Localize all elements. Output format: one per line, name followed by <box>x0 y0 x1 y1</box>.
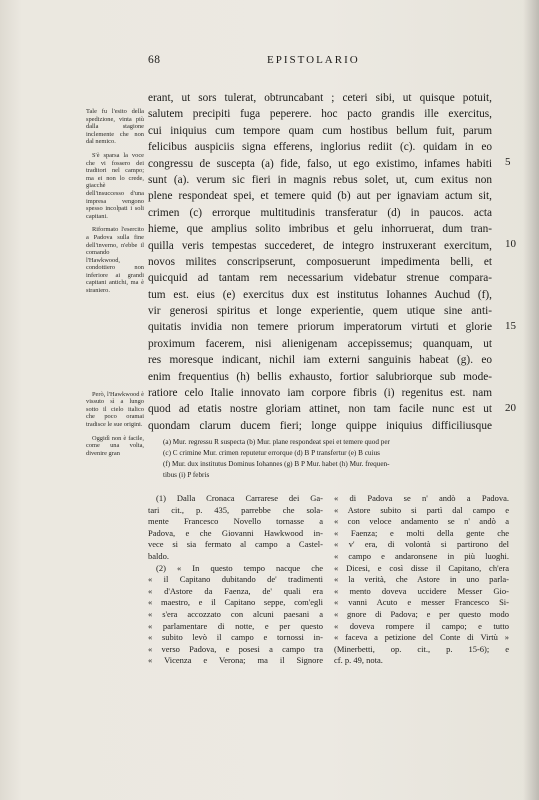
text-line: proximum facerem, nisi alienigenam accepissemus; quanquam, ut <box>148 337 492 350</box>
latin-main-text <box>148 90 492 434</box>
footnote-line: « subito levò il campo e tornossi in- <box>148 632 323 643</box>
margin-note: S'è sparsa la voce che vi fossero dei traditori nel campo; ma ei non lo crede, giacchè dell'insuccesso d'una impresa vengono spesso incolpati i soli capitani. <box>86 151 144 220</box>
page-number: 68 <box>148 54 161 66</box>
footnote-line: (1) Dalla Cronaca Carrarese dei Ga- <box>156 493 323 503</box>
line-number: 10 <box>505 238 516 250</box>
footnote-line: « Faenza; e molti della gente che <box>334 527 509 538</box>
footnote-line: mente Francesco Novello tornasse a <box>148 516 323 527</box>
text-line: quitatis invidia non temere priorum imperatorum virtuti et glorie <box>148 321 492 334</box>
critical-apparatus <box>163 437 503 481</box>
footnotes-left-column <box>148 493 323 667</box>
footnote-line: « faceva a petizione del Conte di Virtù » <box>334 632 509 643</box>
margin-note: Però, l'Hawkwood è vissuto sì a lungo sotto il cielo italico che poco oramai tradisce le sue origini. <box>86 390 144 429</box>
text-line: plene respondeat spei, et temere quid (b) aut per ignaviam actum sit, <box>148 190 492 203</box>
footnote-line: « vanni Acuto e messer Francesco Si- <box>334 597 509 608</box>
text-line: tum est. eius (e) exercitus dux est institutus Iohannes Auchud (f), <box>148 288 492 301</box>
text-line: res moresque indicant, nichil iam externi sanguinis habeat (g). eo <box>148 354 492 367</box>
footnote-line: « v' era, di volontà si partirono del <box>334 539 509 550</box>
text-line: quod ad etatis nostre gloriam attinet, non tam facile nunc est ut <box>148 403 492 416</box>
text-line: ratiore celo Italie innovato iam corpore fibris (i) regenitus est. nam <box>148 387 492 400</box>
footnote-line: cf. p. 49, nota. <box>334 655 383 666</box>
text-line: hieme, que amplius solito imbribus et gelu inhorruerat, dum tran- <box>148 223 492 236</box>
line-number: 20 <box>505 402 516 414</box>
line-number: 15 <box>505 320 516 332</box>
footnote-line: « di Padova se n' andò a Padova. <box>334 493 509 503</box>
footnote-line: Padova, e che Giovanni Hawkwood in- <box>148 527 323 538</box>
footnote-line: baldo. <box>148 550 170 561</box>
footnote-line: « mento doveva uccidere Messer Gio- <box>334 585 509 596</box>
footnote-line: tari cit., p. 435, parrebbe che sola- <box>148 504 323 515</box>
footnote-line: « parlamentare di notte, e per questo <box>148 620 323 631</box>
text-line: cui iniquius cum tempore quam cum hostibus bellum fuit, parum <box>148 124 492 137</box>
margin-note: Oggidì non è facile, come una volta, divenire gran <box>86 434 144 457</box>
text-line: quondam clarum ducem fieri; longe quippe iniquius difficiliusque <box>148 419 492 432</box>
footnote-line: vece si sia fermato al campo a Castel- <box>148 539 323 550</box>
footnote-line: « maestro, e il Capitano seppe, com'egli <box>148 597 323 608</box>
page-edge-shadow <box>523 0 539 800</box>
margin-note: Riformato l'esercito a Padova sulla fine dell'inverno, n'ebbe il comando l'Hawkwood, condottiero non inferiore ai grandi capitani antichi, ma è straniero. <box>86 226 144 295</box>
text-line: felicibus auspiciis signa efferens, inglorius rediit (c). quidam in eo <box>148 141 492 154</box>
footnote-line: « la verità, che Astore in uno parla- <box>334 574 509 585</box>
footnote-line: « Vicenza e Verona; ma il Signore <box>148 655 323 666</box>
text-line: crimen (c) errorque multitudinis transferatur (d) in paucos. acta <box>148 206 492 219</box>
variant-line: (c) C crimine Mur. crimen reputetur errorque (d) B P transfertur (e) B cuius <box>163 449 380 457</box>
footnotes-right-column <box>334 493 509 667</box>
text-line: congressu de suscepta (a) fide, falso, ut ego existimo, infames habiti <box>148 157 492 170</box>
text-line: enim frequentius (h) bellis exhausto, fortior salubriorque sub mode- <box>148 370 492 383</box>
running-head: EPISTOLARIO <box>267 54 360 66</box>
footnote-line: (2) « In questo tempo nacque che <box>156 562 323 573</box>
footnote-line: « d'Astore da Faenza, de' quali era <box>148 585 323 596</box>
footnote-line: « il Capitano dubitando de' tradimenti <box>148 574 323 585</box>
footnote-line: (Minerbetti, op. cit., p. 15-6); e <box>334 643 509 654</box>
text-line: quicquid ad tantam rem necessarium videbatur strenue compara- <box>148 272 492 285</box>
variant-line: (a) Mur. regressu R suspecta (b) Mur. plane respondeat spei et temere quod per <box>163 438 390 446</box>
text-line: salutem precipiti fuga peperere. hoc pacto grandis ille exercitus, <box>148 108 492 121</box>
footnote-line: « gnore di Padova; e per questo modo <box>334 608 509 619</box>
variant-line: tibus (i) P febris <box>163 471 210 479</box>
text-line: quilla veris tempestas succederet, de integro instruxerant exercitum, <box>148 239 492 252</box>
footnote-line: « verso Padova, e posesi a campo tra <box>148 643 323 654</box>
footnote-line: « Dicesi, e così disse il Capitano, ch'era <box>334 562 509 573</box>
text-line: erant, ut sors tulerat, obtruncabant ; ceteri sibi, ut quisque potuit, <box>148 92 492 104</box>
footnote-line: « s'era accozzato con alcuni paesani a <box>148 608 323 619</box>
page-header <box>0 54 539 68</box>
footnote-line: « doveva rompere il campo; e tutto <box>334 620 509 631</box>
text-line: sunt (a). verum sic fieri in magnis rebus solet, ut, cum exitus non <box>148 173 492 186</box>
line-number: 5 <box>505 156 511 168</box>
text-line: novos milites conscripserunt, composuerunt impedimenta belli, et <box>148 255 492 268</box>
footnote-line: « Astore subito si partì dal campo e <box>334 504 509 515</box>
footnote-line: « campo e andaronsene in più luoghi. <box>334 550 509 561</box>
variant-line: (f) Mur. dux institutus Dominus Iohannes (g) B P Mur. habet (h) Mur. frequen- <box>163 460 390 468</box>
margin-note: Tale fu l'esito della spedizione, vinta più dalla stagione inclemente che non dal nemico. <box>86 108 144 146</box>
footnote-line: « con veloce andamento se n' andò a <box>334 516 509 527</box>
text-line: vir generosi spiritus et longe experientie, quem utique sine anti- <box>148 305 492 318</box>
margin-notes <box>86 108 144 463</box>
